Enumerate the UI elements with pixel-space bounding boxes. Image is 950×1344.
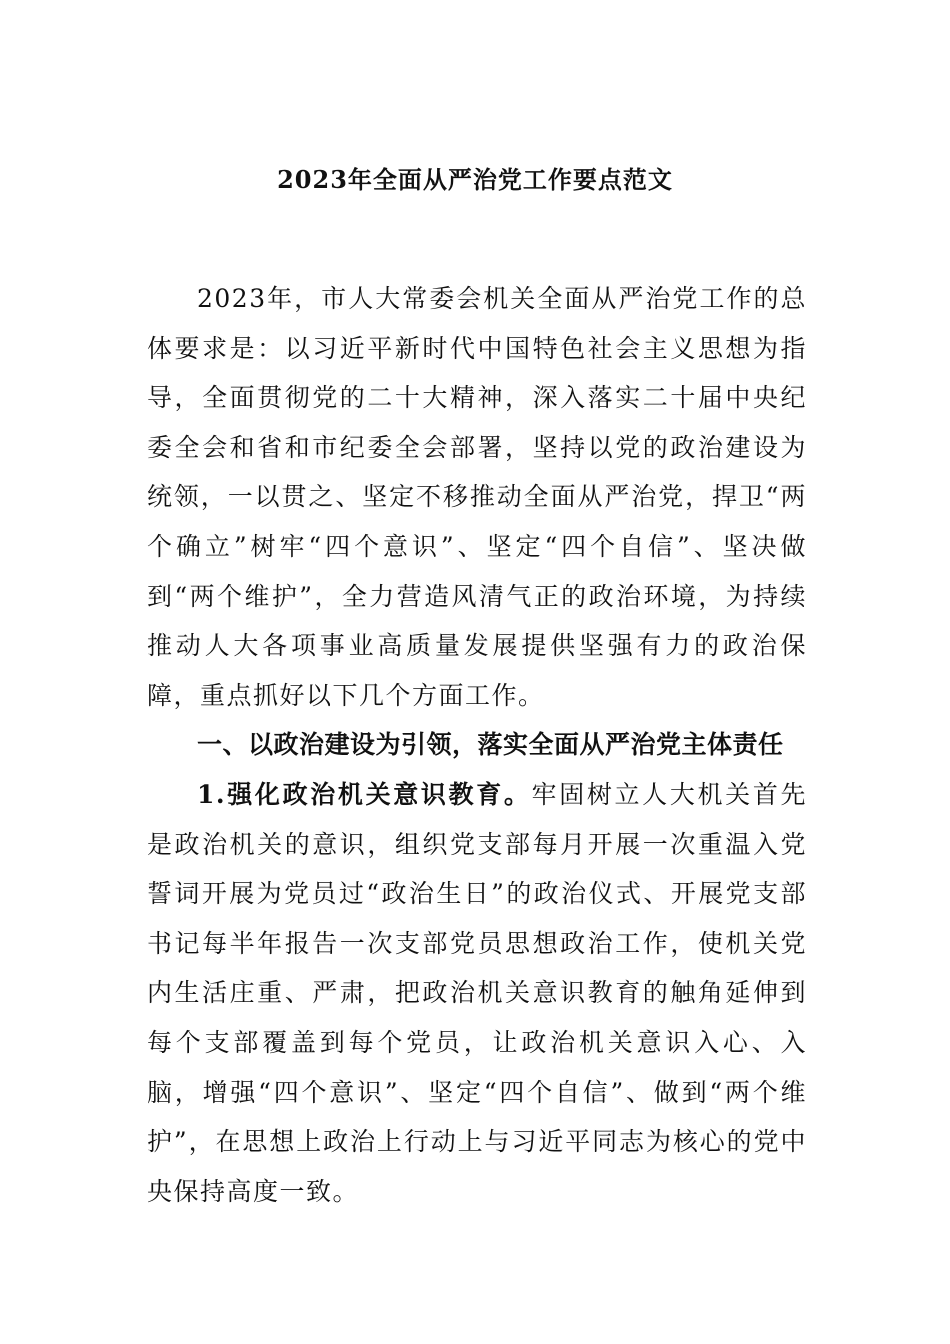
item-paragraph-1 — [147, 770, 807, 1216]
document-body — [147, 274, 807, 1216]
item-lead-1: 1.强化政治机关意识教育。 — [197, 779, 532, 809]
intro-paragraph-text: 2023年，市人大常委会机关全面从严治党工作的总体要求是：以习近平新时代中国特色社会主义思想为指导，全面贯彻党的二十大精神，深入落实二十届中央纪委全会和省和市纪委全会部署，坚持以党的政治建设为统领，一以贯之、坚定不移推动全面从严治党，捍卫“两个确立”树牢“四个意识”、坚定“四个自信”、坚决做到“两个维护”，全力营造风清气正的政治环境，为持续推动人大各项事业高质量发展提供坚强有力的政治保障，重点抓好以下几个方面工作。 — [147, 284, 807, 710]
intro-paragraph — [147, 274, 807, 720]
section-heading-1: 一、以政治建设为引领，落实全面从严治党主体责任 — [197, 730, 784, 760]
document-title: 2023年全面从严治党工作要点范文 — [277, 165, 673, 194]
item-text-1: 牢固树立人大机关首先是政治机关的意识，组织党支部每月开展一次重温入党誓词开展为党员过“政治生日”的政治仪式、开展党支部书记每半年报告一次支部党员思想政治工作，使机关党内生活庄重、严肃，把政治机关意识教育的触角延伸到每个支部覆盖到每个党员，让政治机关意识入心、入脑，增强“四个意识”、坚定“四个自信”、做到“两个维护”，在思想上政治上行动上与习近平同志为核心的党中央保持高度一致。 — [147, 779, 807, 1206]
